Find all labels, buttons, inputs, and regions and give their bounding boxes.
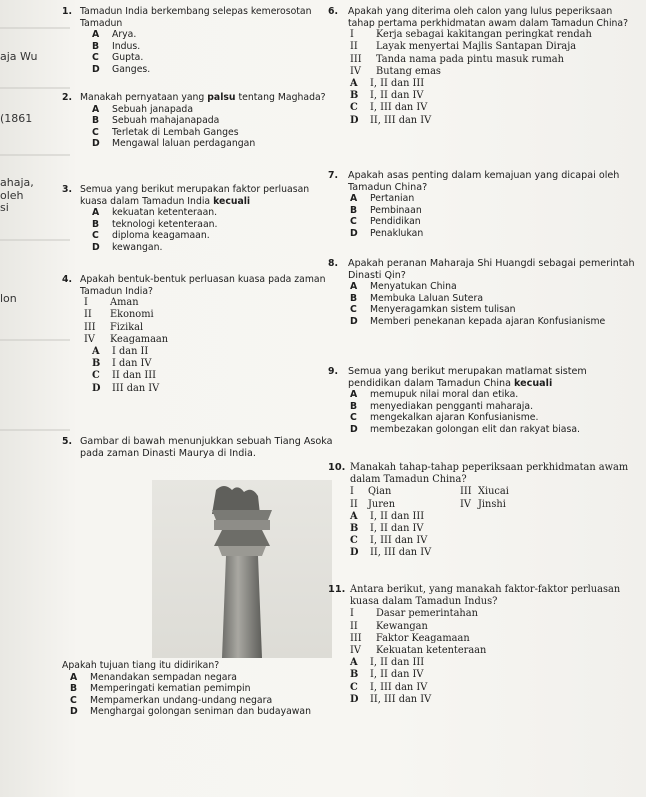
option-a[interactable]: A Menandakan sempadan negara xyxy=(70,671,237,683)
question-3 xyxy=(62,184,336,264)
question-2 xyxy=(62,92,336,172)
option-c[interactable]: C I, III dan IV xyxy=(350,102,428,114)
option-b[interactable]: B Sebuah mahajanapada xyxy=(92,115,220,127)
option-a[interactable]: A I, II dan III xyxy=(350,657,425,669)
question-number: 2. xyxy=(62,92,73,103)
option-a[interactable]: A I dan II xyxy=(92,346,149,357)
option-b[interactable]: B I, II dan IV xyxy=(350,669,424,681)
margin-text: si xyxy=(0,201,9,214)
margin-text: ahaja, xyxy=(0,176,34,189)
asoka-pillar-image xyxy=(152,480,332,658)
option-a[interactable]: A I, II dan III xyxy=(350,510,425,522)
question-5 xyxy=(62,436,336,459)
statement-i: I Qian xyxy=(350,486,392,498)
option-d[interactable]: D II, III dan IV xyxy=(350,114,432,126)
margin-text: aja Wu xyxy=(0,50,38,63)
option-d[interactable]: D Mengawal laluan perdagangan xyxy=(92,138,256,150)
question-text: Apakah bentuk-bentuk perluasan kuasa pada zaman Tamadun India? xyxy=(80,274,326,297)
option-b[interactable]: B Membuka Laluan Sutera xyxy=(350,292,484,304)
question-11 xyxy=(328,584,642,706)
question-6 xyxy=(328,6,642,166)
option-c[interactable]: C Pendidikan xyxy=(350,216,421,228)
right-column xyxy=(328,6,642,710)
margin-text: oleh xyxy=(0,189,24,202)
option-b[interactable]: B Pembinaan xyxy=(350,204,422,216)
option-d[interactable]: D Memberi penekanan kepada ajaran Konfusianisme xyxy=(350,315,606,327)
question-number: 9. xyxy=(328,366,339,377)
question-number: 6. xyxy=(328,6,339,17)
statement-iii: III Tanda nama pada pintu masuk rumah xyxy=(350,53,564,65)
statement-i: I Dasar pemerintahan xyxy=(350,608,478,620)
question-number: 8. xyxy=(328,258,339,269)
option-c[interactable]: C mengekalkan ajaran Konfusianisme. xyxy=(350,412,539,424)
question-text: Antara berikut, yang manakah faktor-faktor perluasan kuasa dalam Tamadun Indus? xyxy=(350,584,621,608)
option-d[interactable]: D II, III dan IV xyxy=(350,693,432,705)
option-a[interactable]: A I, II dan III xyxy=(350,78,425,89)
question-5-options xyxy=(62,660,337,718)
question-text: Gambar di bawah menunjukkan sebuah Tiang Asoka pada zaman Dinasti Maurya di India. xyxy=(80,436,333,459)
question-text: Tamadun India berkembang selepas kemerosotan Tamadun xyxy=(80,6,312,29)
statement-i: I Aman xyxy=(84,297,139,309)
margin-text: (1861 xyxy=(0,112,33,125)
option-a[interactable]: A Menyatukan China xyxy=(350,281,457,293)
option-c[interactable]: C Terletak di Lembah Ganges xyxy=(92,126,239,138)
question-5-prompt: Apakah tujuan tiang itu didirikan? xyxy=(62,660,220,671)
option-c[interactable]: C Mempamerkan undang-undang negara xyxy=(70,694,273,706)
option-d[interactable]: D Menghargai golongan seniman dan budayawan xyxy=(70,706,311,718)
statement-ii: II Kewangan xyxy=(350,620,428,632)
option-c[interactable]: C Gupta. xyxy=(92,52,144,64)
option-d[interactable]: D Ganges. xyxy=(92,63,151,75)
question-number: 10. xyxy=(328,462,346,473)
question-text: Manakah pernyataan yang palsu tentang Maghada? xyxy=(80,92,326,103)
question-text: Manakah tahap-tahap peperiksaan perkhidmatan awam dalam Tamadun China? xyxy=(350,462,629,486)
question-text: Apakah peranan Maharaja Shi Huangdi sebagai pemerintah Dinasti Qin? xyxy=(348,258,635,281)
option-d[interactable]: D kewangan. xyxy=(92,241,163,253)
option-a[interactable]: A Pertanian xyxy=(350,193,415,205)
statement-iv: IV Butang emas xyxy=(350,65,441,77)
statement-iv: IV Kekuatan ketenteraan xyxy=(350,645,487,657)
question-number: 7. xyxy=(328,170,339,181)
option-a[interactable]: A Sebuah janapada xyxy=(92,103,194,115)
question-number: 1. xyxy=(62,6,73,17)
question-1 xyxy=(62,6,339,84)
option-d[interactable]: D III dan IV xyxy=(92,382,160,394)
statement-iv: IV Jinshi xyxy=(460,498,506,510)
option-b[interactable]: B Memperingati kematian pemimpin xyxy=(70,683,251,695)
question-7 xyxy=(328,170,642,254)
statement-ii: II Layak menyertai Majlis Santapan Diraja xyxy=(350,41,577,53)
margin-rules xyxy=(0,0,73,520)
statement-iii: III Fizikal xyxy=(84,321,144,333)
question-8 xyxy=(328,258,642,362)
question-text: Semua yang berikut merupakan matlamat sistem pendidikan dalam Tamadun China kecuali xyxy=(348,366,587,389)
option-c[interactable]: C I, III dan IV xyxy=(350,681,428,693)
pillar-photo xyxy=(152,480,332,658)
statement-ii: II Juren xyxy=(350,498,396,510)
option-c[interactable]: C II dan III xyxy=(92,370,156,382)
option-a[interactable]: A kekuatan ketenteraan. xyxy=(92,207,218,219)
option-d[interactable]: D II, III dan IV xyxy=(350,547,432,559)
statement-iii: III Xiucai xyxy=(460,486,509,498)
margin-text: lon xyxy=(0,292,17,305)
question-text: Apakah asas penting dalam kemajuan yang dicapai oleh Tamadun China? xyxy=(348,170,620,193)
option-b[interactable]: B Indus. xyxy=(92,40,141,52)
option-b[interactable]: B I, II dan IV xyxy=(350,523,424,535)
question-10 xyxy=(328,462,642,580)
option-d[interactable]: D Penaklukan xyxy=(350,227,424,239)
question-text: Apakah yang diterima oleh calon yang lulus peperiksaan tahap pertama perkhidmatan awam dalam Tamadun China? xyxy=(348,6,629,29)
question-number: 3. xyxy=(62,184,73,195)
question-number: 4. xyxy=(62,274,73,285)
option-c[interactable]: C diploma keagamaan. xyxy=(92,230,210,242)
left-column xyxy=(62,6,339,463)
statement-iv: IV Keagamaan xyxy=(84,333,169,345)
question-number: 11. xyxy=(328,584,346,595)
option-b[interactable]: B I, II dan IV xyxy=(350,90,424,102)
statement-iii: III Faktor Keagamaan xyxy=(350,632,470,644)
option-b[interactable]: B menyediakan pengganti maharaja. xyxy=(350,400,534,412)
statement-ii: II Ekonomi xyxy=(84,309,154,321)
option-d[interactable]: D membezakan golongan elit dan rakyat biasa. xyxy=(350,423,580,435)
option-c[interactable]: C I, III dan IV xyxy=(350,535,428,547)
question-number: 5. xyxy=(62,436,73,447)
option-c[interactable]: C Menyeragamkan sistem tulisan xyxy=(350,304,516,316)
question-text: Semua yang berikut merupakan faktor perluasan kuasa dalam Tamadun India kecuali xyxy=(80,184,310,207)
statement-i: I Kerja sebagai kakitangan peringkat rendah xyxy=(350,29,592,41)
question-4 xyxy=(62,274,339,434)
question-9 xyxy=(328,366,642,458)
option-b[interactable]: B teknologi ketenteraan. xyxy=(92,218,218,230)
option-a[interactable]: A memupuk nilai moral dan etika. xyxy=(350,389,519,401)
statements xyxy=(340,486,642,510)
option-b[interactable]: B I dan IV xyxy=(92,358,152,370)
option-a[interactable]: A Arya. xyxy=(92,29,137,41)
